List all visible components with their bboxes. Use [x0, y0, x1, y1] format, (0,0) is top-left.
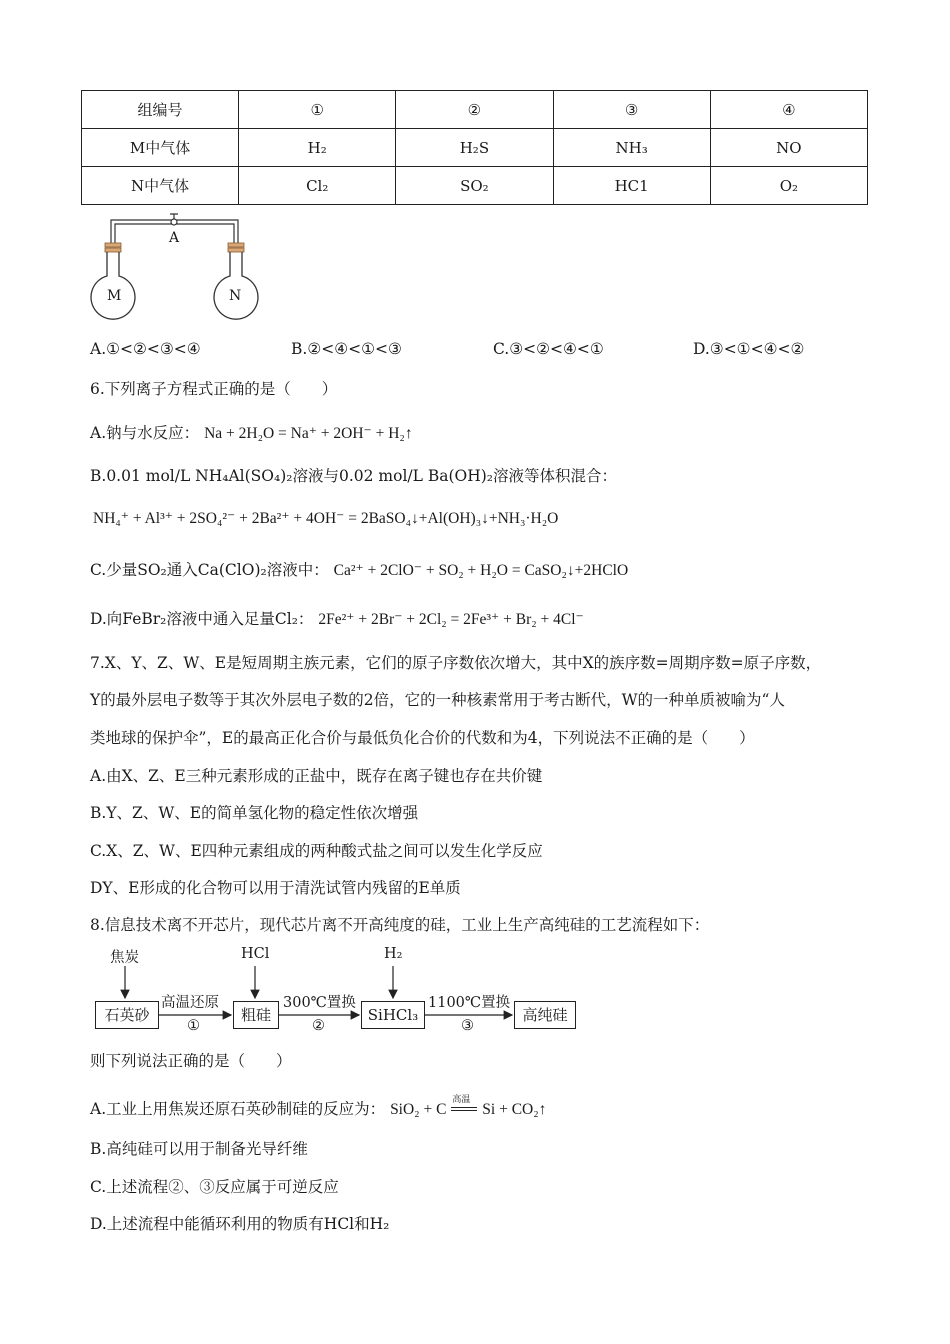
q8-option-a — [90, 1097, 546, 1119]
q8-option-a-equation-left: SiO₂ + C — [390, 1101, 447, 1118]
q7-stem-line3: 类地球的保护伞”，E的最高正化合价与最低负化合价的代数和为4，下列说法不正确的是（ ） — [90, 729, 755, 747]
table-cell: ③ — [553, 91, 710, 129]
q8-option-d: D.上述流程中能循环利用的物质有HCl和H₂ — [90, 1215, 390, 1233]
step2-number: ② — [312, 1018, 325, 1034]
table-cell: NO — [710, 129, 867, 167]
q8-stem: 8.信息技术离不开芯片，现代芯片离不开高纯度的硅，工业上生产高纯硅的工艺流程如下： — [90, 916, 710, 934]
q6-option-b-equation: NH₄⁺ + Al³⁺ + 2SO₄²⁻ + 2Ba²⁺ + 4OH⁻ = 2BaSO₄↓+Al(OH)₃↓+NH₃·H₂O — [93, 510, 559, 527]
q8-option-a-text: A.工业上用焦炭还原石英砂制硅的反应为： — [90, 1100, 386, 1118]
flow-box-pure-silicon: 高纯硅 — [514, 1001, 576, 1029]
step3-number: ③ — [461, 1018, 474, 1034]
q5-option-b: B.②<④<①<③ — [291, 340, 402, 358]
q8-question: 则下列说法正确的是（ ） — [90, 1052, 292, 1070]
q7-option-d: DY、E形成的化合物可以用于清洗试管内残留的E单质 — [90, 879, 461, 897]
flask-apparatus-diagram — [88, 210, 268, 325]
table-row — [82, 167, 868, 205]
q7-option-c: C.X、Z、W、E四种元素组成的两种酸式盐之间可以发生化学反应 — [90, 842, 543, 860]
q8-option-c: C.上述流程②、③反应属于可逆反应 — [90, 1178, 339, 1196]
q7-option-a: A.由X、Z、E三种元素形成的正盐中，既存在离子键也存在共价键 — [90, 767, 543, 785]
flow-box-quartz-sand: 石英砂 — [95, 1001, 159, 1029]
table-cell: H₂S — [396, 129, 553, 167]
q6-option-c — [90, 558, 628, 580]
table-cell: ① — [239, 91, 396, 129]
q6-option-d-text: D.向FeBr₂溶液中通入足量Cl₂： — [90, 610, 314, 628]
table-cell: H₂ — [239, 129, 396, 167]
table-row — [82, 129, 868, 167]
flask-n-label: N — [229, 288, 242, 304]
q5-option-a: A.①<②<③<④ — [90, 340, 201, 358]
q5-option-c: C.③<②<④<① — [493, 340, 604, 358]
q7-stem-line2: Y的最外层电子数等于其次外层电子数的2倍，它的一种核素常用于考古断代，W的一种单质被喻为“人 — [90, 691, 785, 709]
q7-stem-line1: 7.X、Y、Z、W、E是短周期主族元素，它们的原子序数依次增大，其中X的族序数=周期序数=原子序数， — [90, 654, 822, 672]
table-cell: HC1 — [553, 167, 710, 205]
valve-icon — [171, 219, 177, 225]
table-cell: Cl₂ — [239, 167, 396, 205]
table-cell: 组编号 — [82, 91, 239, 129]
flow-box-crude-silicon: 粗硅 — [233, 1001, 279, 1029]
flask-m — [91, 252, 135, 319]
valve-label: A — [169, 230, 180, 246]
table-cell: SO₂ — [396, 167, 553, 205]
q6-option-a-text: A.钠与水反应： — [90, 424, 200, 442]
q5-option-d: D.③<①<④<② — [693, 340, 805, 358]
step2-label: 300℃置换 — [283, 995, 356, 1011]
flow-box-sihcl3: SiHCl₃ — [361, 1001, 425, 1029]
q6-option-d — [90, 607, 584, 629]
q7-option-b: B.Y、Z、W、E的简单氢化物的稳定性依次增强 — [90, 804, 419, 822]
reagent-hcl: HCl — [241, 946, 270, 962]
step1-number: ① — [187, 1018, 200, 1034]
reagent-coke: 焦炭 — [110, 950, 139, 966]
gas-table — [81, 90, 868, 205]
step1-label: 高温还原 — [161, 995, 219, 1011]
reaction-condition-arrow — [451, 1095, 477, 1117]
flask-m-label: M — [107, 288, 122, 304]
q6-option-d-equation: 2Fe²⁺ + 2Br⁻ + 2Cl₂ = 2Fe³⁺ + Br₂ + 4Cl⁻ — [318, 611, 584, 628]
q8-option-a-equation-right: Si + CO₂↑ — [482, 1101, 547, 1118]
q8-option-b: B.高纯硅可以用于制备光导纤维 — [90, 1140, 308, 1158]
table-row — [82, 91, 868, 129]
table-cell: ② — [396, 91, 553, 129]
q6-option-a — [90, 421, 413, 443]
table-cell: NH₃ — [553, 129, 710, 167]
step3-label: 1100℃置换 — [428, 995, 511, 1011]
q6-stem: 6.下列离子方程式正确的是（ ） — [90, 380, 338, 398]
table-cell: O₂ — [710, 167, 867, 205]
q6-option-a-equation: Na + 2H₂O = Na⁺ + 2OH⁻ + H₂↑ — [204, 425, 413, 442]
table-cell: N中气体 — [82, 167, 239, 205]
table-cell: ④ — [710, 91, 867, 129]
table-cell: M中气体 — [82, 129, 239, 167]
q6-option-c-text: C.少量SO₂通入Ca(ClO)₂溶液中： — [90, 561, 329, 579]
reaction-condition: 高温 — [452, 1095, 471, 1105]
reagent-h2: H₂ — [384, 946, 403, 962]
q6-option-c-equation: Ca²⁺ + 2ClO⁻ + SO₂ + H₂O = CaSO₂↓+2HClO — [333, 562, 629, 579]
flask-n — [214, 252, 258, 319]
q6-option-b-text: B.0.01 mol/L NH₄Al(SO₄)₂溶液与0.02 mol/L Ba(OH)₂溶液等体积混合： — [90, 467, 618, 485]
